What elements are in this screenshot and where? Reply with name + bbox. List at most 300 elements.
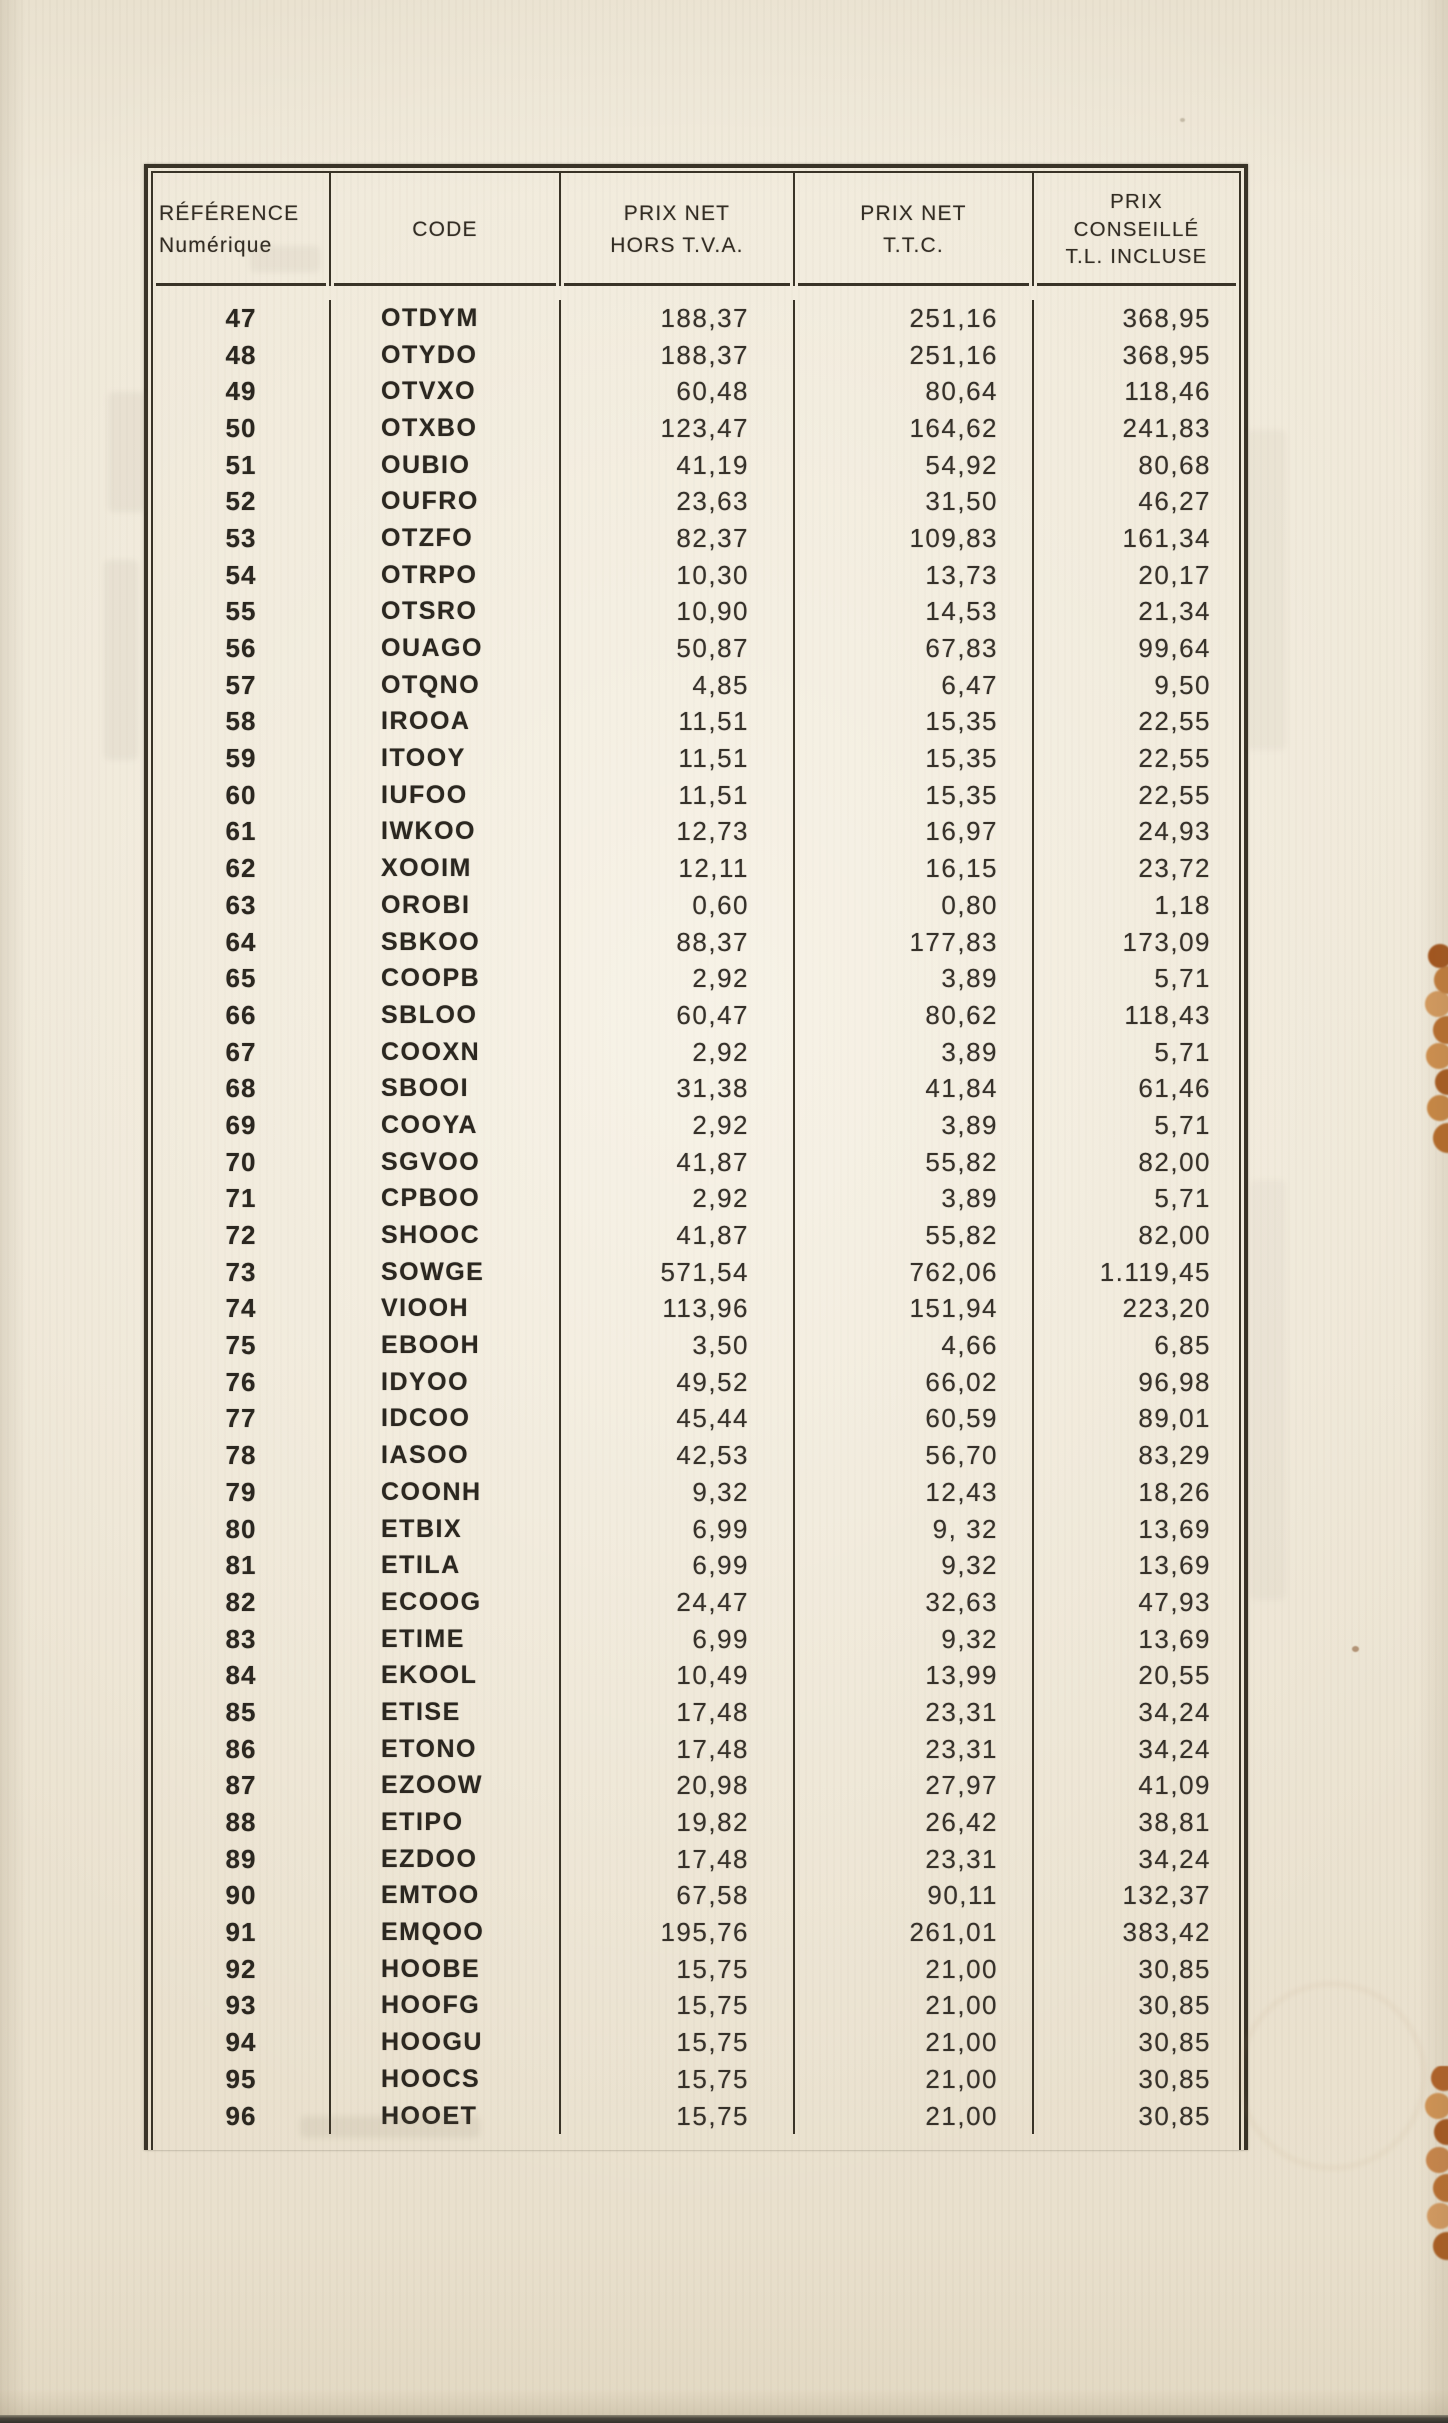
row-code-cell: EBOOH — [331, 1327, 561, 1364]
table-row — [153, 887, 1239, 924]
table-row — [153, 704, 1239, 741]
row-prix-ttc-cell: 55,82 — [795, 1144, 1034, 1181]
row-prix-ht-cell: 2,92 — [561, 1181, 795, 1218]
row-prix-tl-cell: 9,50 — [1154, 669, 1211, 700]
row-prix-ttc-cell: 16,97 — [795, 814, 1034, 851]
row-reference-cell: 66 — [153, 997, 331, 1034]
row-prix-tl-cell: 82,00 — [1138, 1146, 1211, 1177]
row-code-cell: IUFOO — [331, 777, 561, 814]
row-code-cell: EKOOL — [331, 1657, 561, 1694]
row-prix-ttc-cell: 3,89 — [795, 960, 1034, 997]
row-prix-tl-cell: 20,17 — [1138, 559, 1211, 590]
row-reference-cell: 87 — [153, 1768, 331, 1805]
row-code-cell: ECOOG — [331, 1584, 561, 1621]
row-reference-cell: 62 — [153, 850, 331, 887]
row-code-cell: OROBI — [331, 887, 561, 924]
row-prix-ht-cell: 195,76 — [561, 1914, 795, 1951]
table-row — [153, 1217, 1239, 1254]
row-prix-tl-cell: 41,09 — [1138, 1770, 1211, 1801]
row-prix-ttc-cell: 27,97 — [795, 1768, 1034, 1805]
row-code-cell: ETBIX — [331, 1511, 561, 1548]
row-prix-ttc-cell: 15,35 — [795, 740, 1034, 777]
row-prix-ttc-cell: 23,31 — [795, 1731, 1034, 1768]
row-reference-cell: 81 — [153, 1547, 331, 1584]
row-prix-tl-cell: 30,85 — [1138, 2100, 1211, 2131]
row-prix-ht-cell: 42,53 — [561, 1437, 795, 1474]
row-code-cell: COOYA — [331, 1107, 561, 1144]
row-code-cell: OTSRO — [331, 594, 561, 631]
row-prix-tl-cell: 22,55 — [1138, 779, 1211, 810]
row-prix-ttc-cell: 762,06 — [795, 1254, 1034, 1291]
row-code-cell: HOOFG — [331, 1988, 561, 2025]
row-prix-ht-cell: 12,73 — [561, 814, 795, 851]
row-reference-cell: 70 — [153, 1144, 331, 1181]
row-prix-ttc-cell: 21,00 — [795, 1951, 1034, 1988]
table-row — [153, 410, 1239, 447]
row-code-cell: COOXN — [331, 1034, 561, 1071]
row-reference-cell: 72 — [153, 1217, 331, 1254]
row-reference-cell: 83 — [153, 1621, 331, 1658]
row-code-cell: EZOOW — [331, 1768, 561, 1805]
header-ht-line2: HORS T.V.A. — [610, 233, 744, 257]
row-prix-ttc-cell: 4,66 — [795, 1327, 1034, 1364]
row-code-cell: IDCOO — [331, 1401, 561, 1438]
row-reference-cell: 67 — [153, 1034, 331, 1071]
row-reference-cell: 51 — [153, 447, 331, 484]
row-reference-cell: 79 — [153, 1474, 331, 1511]
row-prix-ht-cell: 11,51 — [561, 740, 795, 777]
table-row — [153, 924, 1239, 961]
row-code-cell: ITOOY — [331, 740, 561, 777]
table-row — [153, 1401, 1239, 1438]
row-code-cell: OTXBO — [331, 410, 561, 447]
row-prix-tl-cell: 96,98 — [1138, 1366, 1211, 1397]
table-row — [153, 1327, 1239, 1364]
table-row — [153, 1768, 1239, 1805]
row-prix-ht-cell: 10,90 — [561, 594, 795, 631]
bleedthrough-smudge — [250, 246, 320, 272]
table-row — [153, 1621, 1239, 1658]
row-prix-ht-cell: 60,47 — [561, 997, 795, 1034]
row-prix-tl-cell: 20,55 — [1138, 1660, 1211, 1691]
row-prix-ht-cell: 15,75 — [561, 2098, 795, 2135]
row-reference-cell: 69 — [153, 1107, 331, 1144]
row-reference-cell: 58 — [153, 704, 331, 741]
row-code-cell: COOPB — [331, 960, 561, 997]
row-reference-cell: 88 — [153, 1804, 331, 1841]
table-row — [153, 1547, 1239, 1584]
row-prix-ttc-cell: 12,43 — [795, 1474, 1034, 1511]
row-prix-ht-cell: 2,92 — [561, 1034, 795, 1071]
row-prix-ht-cell: 571,54 — [561, 1254, 795, 1291]
table-row — [153, 1364, 1239, 1401]
table-row — [153, 960, 1239, 997]
row-prix-ttc-cell: 21,00 — [795, 2024, 1034, 2061]
row-prix-ttc-cell: 3,89 — [795, 1034, 1034, 1071]
row-code-cell: XOOIM — [331, 850, 561, 887]
row-prix-tl-cell: 5,71 — [1154, 1109, 1211, 1140]
row-code-cell: SGVOO — [331, 1144, 561, 1181]
row-reference-cell: 54 — [153, 557, 331, 594]
row-reference-cell: 91 — [153, 1914, 331, 1951]
row-prix-tl-cell: 61,46 — [1138, 1073, 1211, 1104]
table-row — [153, 1511, 1239, 1548]
row-prix-ttc-cell: 9,32 — [795, 1621, 1034, 1658]
row-prix-ttc-cell: 67,83 — [795, 630, 1034, 667]
row-prix-ttc-cell: 21,00 — [795, 1988, 1034, 2025]
row-prix-ht-cell: 12,11 — [561, 850, 795, 887]
row-reference-cell: 57 — [153, 667, 331, 704]
header-cell-code — [331, 173, 561, 286]
row-code-cell: ETIPO — [331, 1804, 561, 1841]
row-prix-tl-cell: 173,09 — [1122, 926, 1211, 957]
row-code-cell: IROOA — [331, 704, 561, 741]
table-row — [153, 667, 1239, 704]
ink-speck — [1352, 1646, 1359, 1652]
row-prix-ht-cell: 60,48 — [561, 373, 795, 410]
row-prix-tl-cell: 241,83 — [1122, 412, 1211, 443]
row-prix-ht-cell: 6,99 — [561, 1621, 795, 1658]
table-row — [153, 1657, 1239, 1694]
table-body — [153, 286, 1239, 2150]
table-row — [153, 1034, 1239, 1071]
bleedthrough-smudge — [1246, 430, 1286, 750]
row-prix-ht-cell: 113,96 — [561, 1291, 795, 1328]
row-prix-ttc-cell: 15,35 — [795, 777, 1034, 814]
row-code-cell: EMTOO — [331, 1878, 561, 1915]
bleedthrough-smudge — [1250, 1180, 1286, 1600]
row-prix-ht-cell: 188,37 — [561, 300, 795, 337]
row-reference-cell: 95 — [153, 2061, 331, 2098]
row-prix-ht-cell: 6,99 — [561, 1511, 795, 1548]
row-prix-ht-cell: 10,30 — [561, 557, 795, 594]
table-row — [153, 1070, 1239, 1107]
table-row — [153, 1291, 1239, 1328]
row-reference-cell: 84 — [153, 1657, 331, 1694]
header-reference-line1: RÉFÉRENCE — [159, 202, 300, 225]
row-prix-ttc-cell: 177,83 — [795, 924, 1034, 961]
row-prix-ttc-cell: 3,89 — [795, 1107, 1034, 1144]
header-tl-line1: PRIX — [1110, 189, 1163, 213]
row-code-cell: OTQNO — [331, 667, 561, 704]
row-code-cell: EZDOO — [331, 1841, 561, 1878]
row-prix-ttc-cell: 3,89 — [795, 1181, 1034, 1218]
row-prix-ttc-cell: 151,94 — [795, 1291, 1034, 1328]
row-prix-ttc-cell: 261,01 — [795, 1914, 1034, 1951]
ghost-ring-watermark — [1238, 1982, 1426, 2170]
row-prix-tl-cell: 1.119,45 — [1099, 1256, 1211, 1287]
row-reference-cell: 50 — [153, 410, 331, 447]
row-reference-cell: 60 — [153, 777, 331, 814]
row-code-cell: ETISE — [331, 1694, 561, 1731]
bleedthrough-smudge — [104, 560, 138, 760]
header-tl-line2: CONSEILLÉ — [1073, 217, 1200, 241]
row-prix-ttc-cell: 32,63 — [795, 1584, 1034, 1621]
table-row — [153, 337, 1239, 374]
row-code-cell: OTYDO — [331, 337, 561, 374]
row-prix-tl-cell: 38,81 — [1138, 1807, 1211, 1838]
row-code-cell: HOOGU — [331, 2024, 561, 2061]
row-prix-ht-cell: 15,75 — [561, 2061, 795, 2098]
row-prix-ht-cell: 15,75 — [561, 1988, 795, 2025]
row-prix-tl-cell: 1,18 — [1154, 889, 1211, 920]
row-reference-cell: 75 — [153, 1327, 331, 1364]
row-prix-ht-cell: 67,58 — [561, 1878, 795, 1915]
row-prix-ht-cell: 19,82 — [561, 1804, 795, 1841]
table-row — [153, 520, 1239, 557]
row-prix-tl-cell: 23,72 — [1138, 853, 1211, 884]
header-ttc-line2: T.T.C. — [883, 233, 944, 257]
row-prix-ttc-cell: 16,15 — [795, 850, 1034, 887]
row-prix-tl-cell: 34,24 — [1138, 1843, 1211, 1874]
table-row — [153, 814, 1239, 851]
row-reference-cell: 78 — [153, 1437, 331, 1474]
table-row — [153, 300, 1239, 337]
row-prix-tl-cell: 6,85 — [1154, 1330, 1211, 1361]
row-prix-ht-cell: 17,48 — [561, 1731, 795, 1768]
row-reference-cell: 49 — [153, 373, 331, 410]
bleedthrough-smudge — [108, 392, 146, 512]
row-prix-ttc-cell: 41,84 — [795, 1070, 1034, 1107]
table-row — [153, 777, 1239, 814]
row-code-cell: ETONO — [331, 1731, 561, 1768]
row-code-cell: VIOOH — [331, 1291, 561, 1328]
row-reference-cell: 64 — [153, 924, 331, 961]
row-prix-tl-cell: 34,24 — [1138, 1733, 1211, 1764]
row-prix-ttc-cell: 21,00 — [795, 2098, 1034, 2135]
row-prix-ht-cell: 4,85 — [561, 667, 795, 704]
row-code-cell: ETILA — [331, 1547, 561, 1584]
row-prix-ht-cell: 41,87 — [561, 1144, 795, 1181]
row-prix-tl-cell: 368,95 — [1122, 302, 1211, 333]
row-prix-ttc-cell: 55,82 — [795, 1217, 1034, 1254]
row-reference-cell: 63 — [153, 887, 331, 924]
row-prix-ht-cell: 10,49 — [561, 1657, 795, 1694]
row-prix-tl-cell: 82,00 — [1138, 1220, 1211, 1251]
row-prix-ht-cell: 41,87 — [561, 1217, 795, 1254]
row-reference-cell: 53 — [153, 520, 331, 557]
row-code-cell: IWKOO — [331, 814, 561, 851]
row-prix-tl-cell: 24,93 — [1138, 816, 1211, 847]
row-prix-tl-cell: 5,71 — [1154, 1183, 1211, 1214]
row-prix-ttc-cell: 66,02 — [795, 1364, 1034, 1401]
bleedthrough-smudge — [300, 2116, 480, 2138]
page-left-shading — [0, 0, 26, 2423]
page-right-shading — [1418, 0, 1448, 2423]
ink-speck — [1180, 118, 1185, 122]
row-code-cell: HOOBE — [331, 1951, 561, 1988]
row-prix-ht-cell: 50,87 — [561, 630, 795, 667]
table-row — [153, 1731, 1239, 1768]
row-prix-ttc-cell: 15,35 — [795, 704, 1034, 741]
row-prix-ttc-cell: 23,31 — [795, 1841, 1034, 1878]
table-row — [153, 997, 1239, 1034]
row-prix-ht-cell: 17,48 — [561, 1841, 795, 1878]
row-prix-ht-cell: 88,37 — [561, 924, 795, 961]
table-row — [153, 557, 1239, 594]
table-row — [153, 1254, 1239, 1291]
row-prix-ttc-cell: 23,31 — [795, 1694, 1034, 1731]
row-prix-ht-cell: 23,63 — [561, 483, 795, 520]
row-prix-tl-cell: 5,71 — [1154, 963, 1211, 994]
scan-bottom-edge — [0, 2415, 1448, 2423]
table-row — [153, 1437, 1239, 1474]
row-reference-cell: 68 — [153, 1070, 331, 1107]
row-prix-ttc-cell: 60,59 — [795, 1401, 1034, 1438]
row-code-cell: HOOCS — [331, 2061, 561, 2098]
row-prix-tl-cell: 13,69 — [1138, 1550, 1211, 1581]
row-prix-ttc-cell: 54,92 — [795, 447, 1034, 484]
table-row — [153, 850, 1239, 887]
table-row — [153, 1914, 1239, 1951]
row-prix-ttc-cell: 56,70 — [795, 1437, 1034, 1474]
row-prix-ht-cell: 20,98 — [561, 1768, 795, 1805]
row-code-cell: IDYOO — [331, 1364, 561, 1401]
row-code-cell: SHOOC — [331, 1217, 561, 1254]
row-prix-tl-cell: 22,55 — [1138, 706, 1211, 737]
row-reference-cell: 92 — [153, 1951, 331, 1988]
row-code-cell: CPBOO — [331, 1181, 561, 1218]
table-row — [153, 1474, 1239, 1511]
price-table-inner-border — [151, 171, 1241, 2150]
header-ttc-line1: PRIX NET — [860, 202, 967, 225]
row-prix-ttc-cell: 21,00 — [795, 2061, 1034, 2098]
header-cell-prix-conseille — [1034, 173, 1239, 286]
row-prix-tl-cell: 30,85 — [1138, 1990, 1211, 2021]
row-prix-tl-cell: 30,85 — [1138, 1953, 1211, 1984]
row-prix-tl-cell: 30,85 — [1138, 2027, 1211, 2058]
table-row — [153, 740, 1239, 777]
table-row — [153, 1988, 1239, 2025]
row-prix-tl-cell: 383,42 — [1122, 1917, 1211, 1948]
row-prix-tl-cell: 118,43 — [1124, 999, 1211, 1030]
row-prix-ht-cell: 49,52 — [561, 1364, 795, 1401]
row-reference-cell: 71 — [153, 1181, 331, 1218]
row-prix-tl-cell: 30,85 — [1138, 2063, 1211, 2094]
table-row — [153, 1144, 1239, 1181]
row-prix-tl-cell: 21,34 — [1138, 596, 1211, 627]
row-prix-ht-cell: 17,48 — [561, 1694, 795, 1731]
row-reference-cell: 82 — [153, 1584, 331, 1621]
row-code-cell: SBOOI — [331, 1070, 561, 1107]
row-code-cell: OTRPO — [331, 557, 561, 594]
row-reference-cell: 96 — [153, 2098, 331, 2135]
row-prix-ht-cell: 6,99 — [561, 1547, 795, 1584]
row-prix-tl-cell: 161,34 — [1122, 522, 1211, 553]
table-row — [153, 594, 1239, 631]
row-code-cell: OTDYM — [331, 300, 561, 337]
page-bottom-shading — [0, 2389, 1448, 2415]
table-row — [153, 1878, 1239, 1915]
row-prix-tl-cell: 368,95 — [1122, 339, 1211, 370]
row-prix-ht-cell: 15,75 — [561, 2024, 795, 2061]
row-prix-ht-cell: 2,92 — [561, 960, 795, 997]
row-prix-ht-cell: 82,37 — [561, 520, 795, 557]
row-prix-ht-cell: 41,19 — [561, 447, 795, 484]
row-reference-cell: 90 — [153, 1878, 331, 1915]
header-reference-line2: Numérique — [159, 233, 273, 257]
row-prix-tl-cell: 118,46 — [1124, 376, 1211, 407]
row-reference-cell: 52 — [153, 483, 331, 520]
row-prix-ttc-cell: 14,53 — [795, 594, 1034, 631]
row-reference-cell: 94 — [153, 2024, 331, 2061]
table-row — [153, 1951, 1239, 1988]
row-reference-cell: 59 — [153, 740, 331, 777]
row-prix-ht-cell: 188,37 — [561, 337, 795, 374]
table-row — [153, 373, 1239, 410]
header-cell-prix-net-ttc — [795, 173, 1034, 286]
row-reference-cell: 76 — [153, 1364, 331, 1401]
table-row — [153, 447, 1239, 484]
row-prix-ht-cell: 15,75 — [561, 1951, 795, 1988]
header-code-line1: CODE — [412, 217, 478, 241]
row-prix-ttc-cell: 109,83 — [795, 520, 1034, 557]
table-row — [153, 1181, 1239, 1218]
row-prix-ttc-cell: 251,16 — [795, 300, 1034, 337]
row-code-cell: SBKOO — [331, 924, 561, 961]
row-prix-ht-cell: 45,44 — [561, 1401, 795, 1438]
row-prix-ttc-cell: 13,99 — [795, 1657, 1034, 1694]
row-prix-ttc-cell: 9, 32 — [795, 1511, 1034, 1548]
table-row — [153, 1584, 1239, 1621]
table-row — [153, 2061, 1239, 2098]
table-row — [153, 1841, 1239, 1878]
row-prix-ht-cell: 24,47 — [561, 1584, 795, 1621]
header-ht-line1: PRIX NET — [623, 202, 731, 225]
row-reference-cell: 89 — [153, 1841, 331, 1878]
row-code-cell: OTZFO — [331, 520, 561, 557]
row-prix-ttc-cell: 164,62 — [795, 410, 1034, 447]
row-code-cell: HOOET — [331, 2098, 561, 2135]
row-prix-ht-cell: 3,50 — [561, 1327, 795, 1364]
row-prix-tl-cell: 83,29 — [1138, 1440, 1211, 1471]
row-code-cell: SBLOO — [331, 997, 561, 1034]
row-prix-ht-cell: 11,51 — [561, 704, 795, 741]
row-reference-cell: 55 — [153, 594, 331, 631]
row-prix-tl-cell: 223,20 — [1122, 1293, 1211, 1324]
row-code-cell: OTVXO — [331, 373, 561, 410]
row-reference-cell: 93 — [153, 1988, 331, 2025]
row-prix-ht-cell: 123,47 — [561, 410, 795, 447]
row-reference-cell: 56 — [153, 630, 331, 667]
row-reference-cell: 61 — [153, 814, 331, 851]
table-row — [153, 2024, 1239, 2061]
row-code-cell: OUBIO — [331, 447, 561, 484]
row-prix-ttc-cell: 80,62 — [795, 997, 1034, 1034]
row-prix-ttc-cell: 90,11 — [795, 1878, 1034, 1915]
table-row — [153, 1804, 1239, 1841]
row-prix-tl-cell: 132,37 — [1122, 1880, 1211, 1911]
row-prix-tl-cell: 22,55 — [1138, 743, 1211, 774]
row-prix-ht-cell: 31,38 — [561, 1070, 795, 1107]
row-prix-ttc-cell: 26,42 — [795, 1804, 1034, 1841]
row-reference-cell: 47 — [153, 300, 331, 337]
row-prix-ttc-cell: 6,47 — [795, 667, 1034, 704]
row-code-cell: SOWGE — [331, 1254, 561, 1291]
row-reference-cell: 86 — [153, 1731, 331, 1768]
table-row — [153, 1694, 1239, 1731]
row-reference-cell: 48 — [153, 337, 331, 374]
row-prix-ttc-cell: 13,73 — [795, 557, 1034, 594]
row-prix-tl-cell: 89,01 — [1138, 1403, 1211, 1434]
row-prix-tl-cell: 13,69 — [1138, 1513, 1211, 1544]
row-prix-tl-cell: 99,64 — [1138, 633, 1211, 664]
row-prix-tl-cell: 13,69 — [1138, 1623, 1211, 1654]
table-row — [153, 1107, 1239, 1144]
row-code-cell: OUAGO — [331, 630, 561, 667]
row-prix-ttc-cell: 0,80 — [795, 887, 1034, 924]
row-prix-ht-cell: 2,92 — [561, 1107, 795, 1144]
